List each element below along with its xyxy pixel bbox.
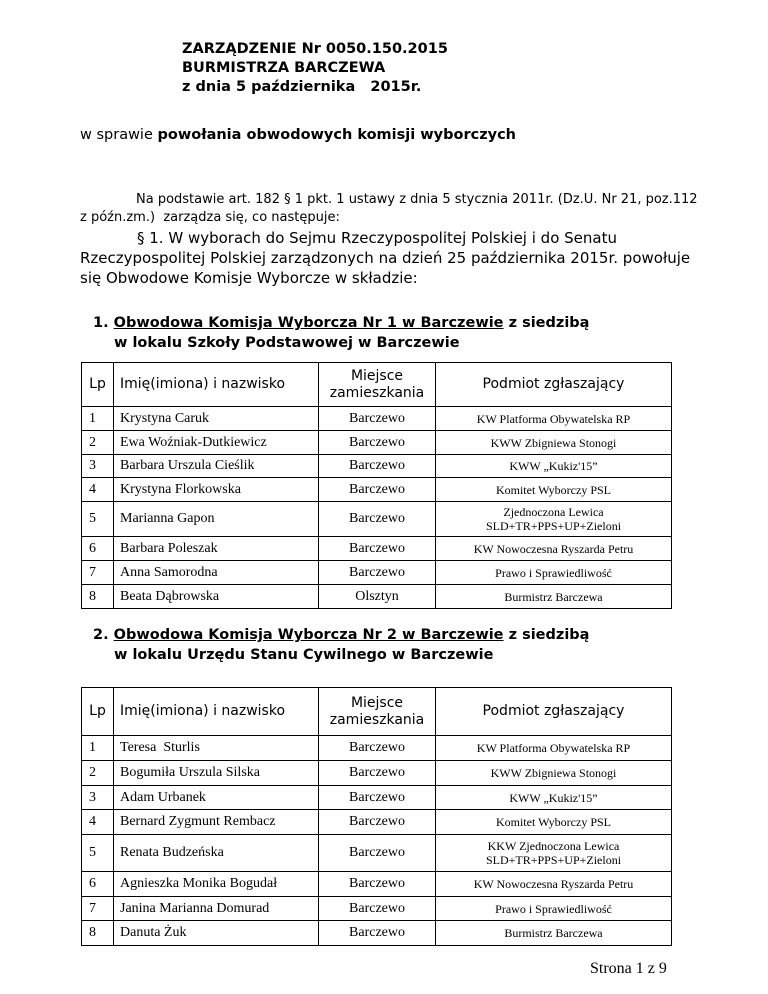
cell-lp: 5 xyxy=(82,835,114,872)
section-1-number: 1. xyxy=(93,315,114,331)
cell-party: KW Nowoczesna Ryszarda Petru xyxy=(436,872,672,897)
cell-city: Barczewo xyxy=(319,810,436,835)
cell-lp: 4 xyxy=(82,478,114,502)
cell-city: Barczewo xyxy=(319,835,436,872)
cell-name: Anna Samorodna xyxy=(114,561,319,585)
cell-lp: 3 xyxy=(82,455,114,478)
section-2-title xyxy=(93,625,589,665)
cell-name: Adam Urbanek xyxy=(114,786,319,810)
cell-name: Teresa Sturlis xyxy=(114,736,319,761)
cell-name: Danuta Żuk xyxy=(114,921,319,946)
col-residence: Miejsce zamieszkania xyxy=(319,688,436,736)
cell-city: Barczewo xyxy=(319,897,436,921)
cell-lp: 5 xyxy=(82,502,114,537)
col-submitter: Podmiot zgłaszający xyxy=(436,363,672,407)
cell-name: Barbara Poleszak xyxy=(114,537,319,561)
table-row xyxy=(82,810,672,835)
cell-city: Barczewo xyxy=(319,431,436,455)
cell-lp: 7 xyxy=(82,897,114,921)
cell-party: Komitet Wyborczy PSL xyxy=(436,478,672,502)
section-2-commission: Obwodowa Komisja Wyborcza Nr 2 w Barczewie xyxy=(113,627,504,643)
col-name: Imię(imiona) i nazwisko xyxy=(114,688,319,736)
table-row xyxy=(82,872,672,897)
cell-party: KW Nowoczesna Ryszarda Petru xyxy=(436,537,672,561)
page-number: Strona 1 z 9 xyxy=(590,960,667,977)
cell-lp: 1 xyxy=(82,736,114,761)
cell-name: Krystyna Caruk xyxy=(114,407,319,431)
cell-name: Marianna Gapon xyxy=(114,502,319,537)
table-row xyxy=(82,455,672,478)
table-row xyxy=(82,478,672,502)
cell-lp: 6 xyxy=(82,537,114,561)
col-submitter: Podmiot zgłaszający xyxy=(436,688,672,736)
cell-lp: 6 xyxy=(82,872,114,897)
section-1-title xyxy=(93,313,589,353)
header-title: ZARZĄDZENIE Nr 0050.150.2015 xyxy=(182,41,448,57)
cell-party: KWW „Kukiz'15” xyxy=(436,455,672,478)
cell-party: KWW Zbigniewa Stonogi xyxy=(436,761,672,786)
cell-name: Beata Dąbrowska xyxy=(114,585,319,609)
cell-party: Prawo i Sprawiedliwość xyxy=(436,897,672,921)
table-row xyxy=(82,761,672,786)
col-name: Imię(imiona) i nazwisko xyxy=(114,363,319,407)
table-header-row xyxy=(82,688,672,736)
section-2-seat: z siedzibą xyxy=(503,627,590,643)
cell-name: Ewa Woźniak-Dutkiewicz xyxy=(114,431,319,455)
cell-name: Bernard Zygmunt Rembacz xyxy=(114,810,319,835)
table-row xyxy=(82,537,672,561)
section-2-number: 2. xyxy=(93,627,114,643)
cell-name: Krystyna Florkowska xyxy=(114,478,319,502)
cell-party: Komitet Wyborczy PSL xyxy=(436,810,672,835)
cell-party: KW Platforma Obywatelska RP xyxy=(436,407,672,431)
cell-lp: 1 xyxy=(82,407,114,431)
cell-party: KWW Zbigniewa Stonogi xyxy=(436,431,672,455)
cell-city: Barczewo xyxy=(319,872,436,897)
table-row xyxy=(82,921,672,946)
subject-bold: powołania obwodowych komisji wyborczych xyxy=(157,127,516,143)
cell-name: Bogumiła Urszula Silska xyxy=(114,761,319,786)
table-header-row xyxy=(82,363,672,407)
cell-name: Agnieszka Monika Bogudał xyxy=(114,872,319,897)
cell-party: KW Platforma Obywatelska RP xyxy=(436,736,672,761)
cell-city: Olsztyn xyxy=(319,585,436,609)
section-1-commission: Obwodowa Komisja Wyborcza Nr 1 w Barczewie xyxy=(113,315,504,331)
section-1-seat: z siedzibą xyxy=(503,315,590,331)
table-row xyxy=(82,502,672,537)
commission-2-table xyxy=(81,687,672,946)
cell-lp: 8 xyxy=(82,585,114,609)
cell-city: Barczewo xyxy=(319,478,436,502)
cell-lp: 7 xyxy=(82,561,114,585)
header-date: z dnia 5 października 2015r. xyxy=(182,79,422,95)
cell-city: Barczewo xyxy=(319,561,436,585)
table-row xyxy=(82,561,672,585)
section-1-location: w lokalu Szkoły Podstawowej w Barczewie xyxy=(114,335,460,351)
table-row xyxy=(82,897,672,921)
table-row xyxy=(82,407,672,431)
cell-city: Barczewo xyxy=(319,407,436,431)
col-lp: Lp xyxy=(82,688,114,736)
cell-party: KWW „Kukiz'15” xyxy=(436,786,672,810)
header-authority: BURMISTRZA BARCZEWA xyxy=(182,60,386,76)
section-2-location: w lokalu Urzędu Stanu Cywilnego w Barczewie xyxy=(114,647,494,663)
table-row xyxy=(82,835,672,872)
cell-city: Barczewo xyxy=(319,736,436,761)
cell-lp: 2 xyxy=(82,431,114,455)
cell-lp: 4 xyxy=(82,810,114,835)
legal-basis: Na podstawie art. 182 § 1 pkt. 1 ustawy z dnia 5 stycznia 2011r. (Dz.U. Nr 21, poz.112 z późn.zm.) zarządza się, co następuje: xyxy=(80,192,702,225)
cell-city: Barczewo xyxy=(319,921,436,946)
table-row xyxy=(82,736,672,761)
col-lp: Lp xyxy=(82,363,114,407)
table-row xyxy=(82,786,672,810)
cell-name: Janina Marianna Domurad xyxy=(114,897,319,921)
document-header xyxy=(182,40,448,97)
cell-city: Barczewo xyxy=(319,786,436,810)
table-row xyxy=(82,431,672,455)
cell-city: Barczewo xyxy=(319,455,436,478)
cell-party: KKW Zjednoczona Lewica SLD+TR+PPS+UP+Zieloni xyxy=(436,835,672,872)
col-residence: Miejsce zamieszkania xyxy=(319,363,436,407)
cell-party: Prawo i Sprawiedliwość xyxy=(436,561,672,585)
cell-lp: 2 xyxy=(82,761,114,786)
cell-name: Barbara Urszula Cieślik xyxy=(114,455,319,478)
cell-party: Zjednoczona Lewica SLD+TR+PPS+UP+Zieloni xyxy=(436,502,672,537)
commission-1-table xyxy=(81,362,672,609)
subject-line xyxy=(80,127,516,143)
cell-city: Barczewo xyxy=(319,761,436,786)
paragraph-1: § 1. W wyborach do Sejmu Rzeczypospolitej Polskiej i do Senatu Rzeczypospolitej Polskiej zarządzonych na dzień 25 października 2015r. powołuje się Obwodowe Komisje Wyborcze w składzie: xyxy=(80,229,691,287)
cell-name: Renata Budzeńska xyxy=(114,835,319,872)
cell-party: Burmistrz Barczewa xyxy=(436,585,672,609)
cell-lp: 8 xyxy=(82,921,114,946)
subject-prefix: w sprawie xyxy=(80,127,158,143)
table-row xyxy=(82,585,672,609)
cell-city: Barczewo xyxy=(319,537,436,561)
cell-party: Burmistrz Barczewa xyxy=(436,921,672,946)
cell-city: Barczewo xyxy=(319,502,436,537)
cell-lp: 3 xyxy=(82,786,114,810)
